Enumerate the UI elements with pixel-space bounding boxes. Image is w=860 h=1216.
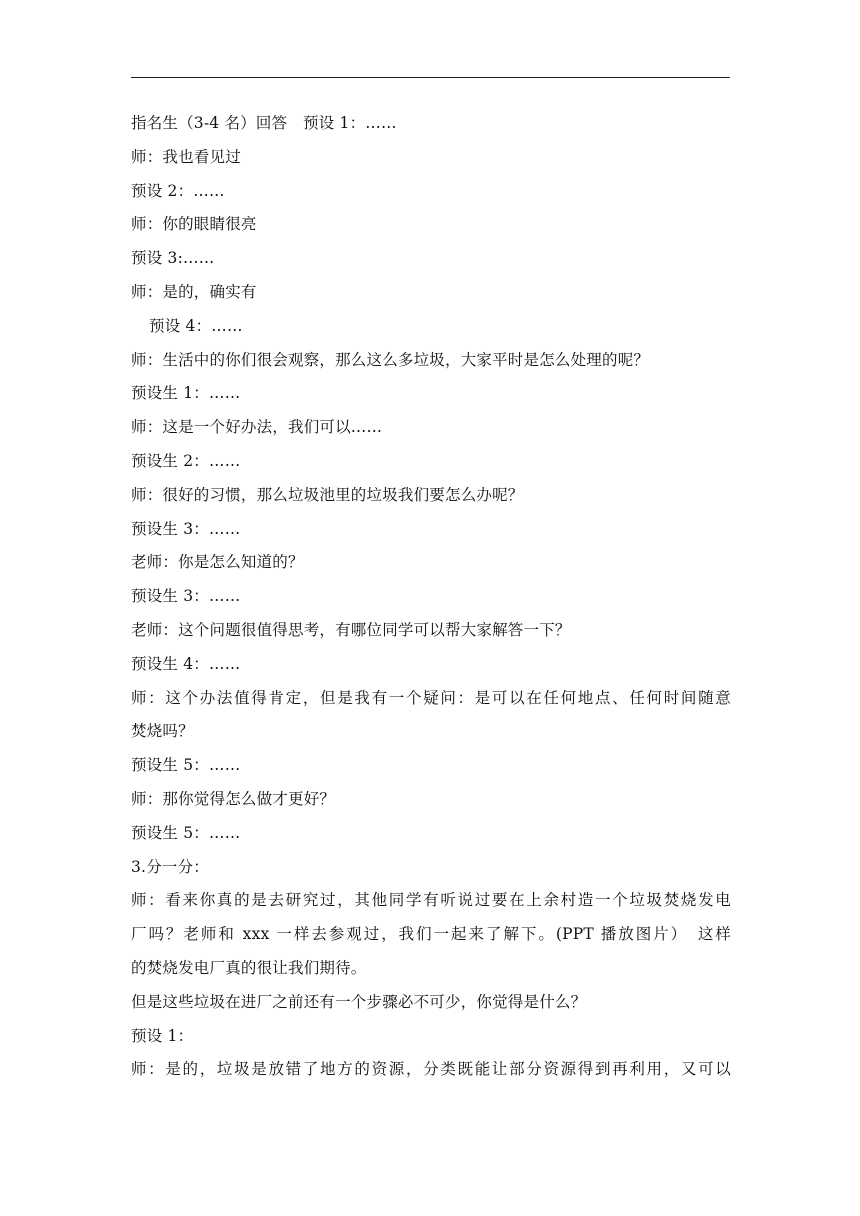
text-line: 预设 3:…… xyxy=(131,249,215,268)
text-line: 指名生（3-4 名）回答 预设 1：…… xyxy=(131,114,397,132)
text-line: 师：这是一个好办法，我们可以…… xyxy=(131,418,383,437)
text-line: 老师：这个问题很值得思考，有哪位同学可以帮大家解答一下？ xyxy=(131,620,571,639)
text-line: 预设 1： xyxy=(131,1026,194,1045)
text-line: 师：生活中的你们很会观察，那么这么多垃圾，大家平时是怎么处理的呢？ xyxy=(131,350,650,369)
section-heading: 3.分一分： xyxy=(131,857,209,876)
text-line: 预设生 5：…… xyxy=(131,756,241,775)
text-line: 预设生 3：…… xyxy=(131,587,241,606)
text-line: 焚烧吗？ xyxy=(131,722,194,741)
text-line: 预设生 2：…… xyxy=(131,451,241,470)
text-line: 师：是的，确实有 xyxy=(131,282,257,301)
text-line: 的焚烧发电厂真的很让我们期待。 xyxy=(131,958,367,977)
text-line: 师：你的眼睛很亮 xyxy=(131,215,257,234)
text-line: 师：这个办法值得肯定，但是我有一个疑问：是可以在任何地点、任何时间随意 xyxy=(131,688,731,707)
text-line: 师：我也看见过 xyxy=(131,147,241,166)
document-body xyxy=(131,107,731,1087)
text-line: 预设 2：…… xyxy=(131,181,225,200)
text-line: 师：看来你真的是去研究过，其他同学有听说过要在上余村造一个垃圾焚烧发电 xyxy=(131,891,731,910)
text-line: 师：那你觉得怎么做才更好？ xyxy=(131,789,336,808)
text-line: 但是这些垃圾在进厂之前还有一个步骤必不可少，你觉得是什么？ xyxy=(131,992,587,1011)
text-line: 预设生 4：…… xyxy=(131,654,241,673)
text-line: 预设生 3：…… xyxy=(131,519,241,538)
header-rule xyxy=(131,77,730,78)
text-line: 预设生 5：…… xyxy=(131,823,241,842)
text-line: 老师：你是怎么知道的？ xyxy=(131,553,304,572)
text-line: 预设生 1：…… xyxy=(131,384,241,403)
text-line: 师：是的，垃圾是放错了地方的资源，分类既能让部分资源得到再利用，又可以 xyxy=(131,1060,731,1079)
text-line: 预设 4：…… xyxy=(149,316,243,335)
text-line: 师：很好的习惯，那么垃圾池里的垃圾我们要怎么办呢？ xyxy=(131,485,524,504)
text-line: 厂吗？老师和 xxx 一样去参观过，我们一起来了解下。(PPT 播放图片） 这样 xyxy=(131,925,731,944)
